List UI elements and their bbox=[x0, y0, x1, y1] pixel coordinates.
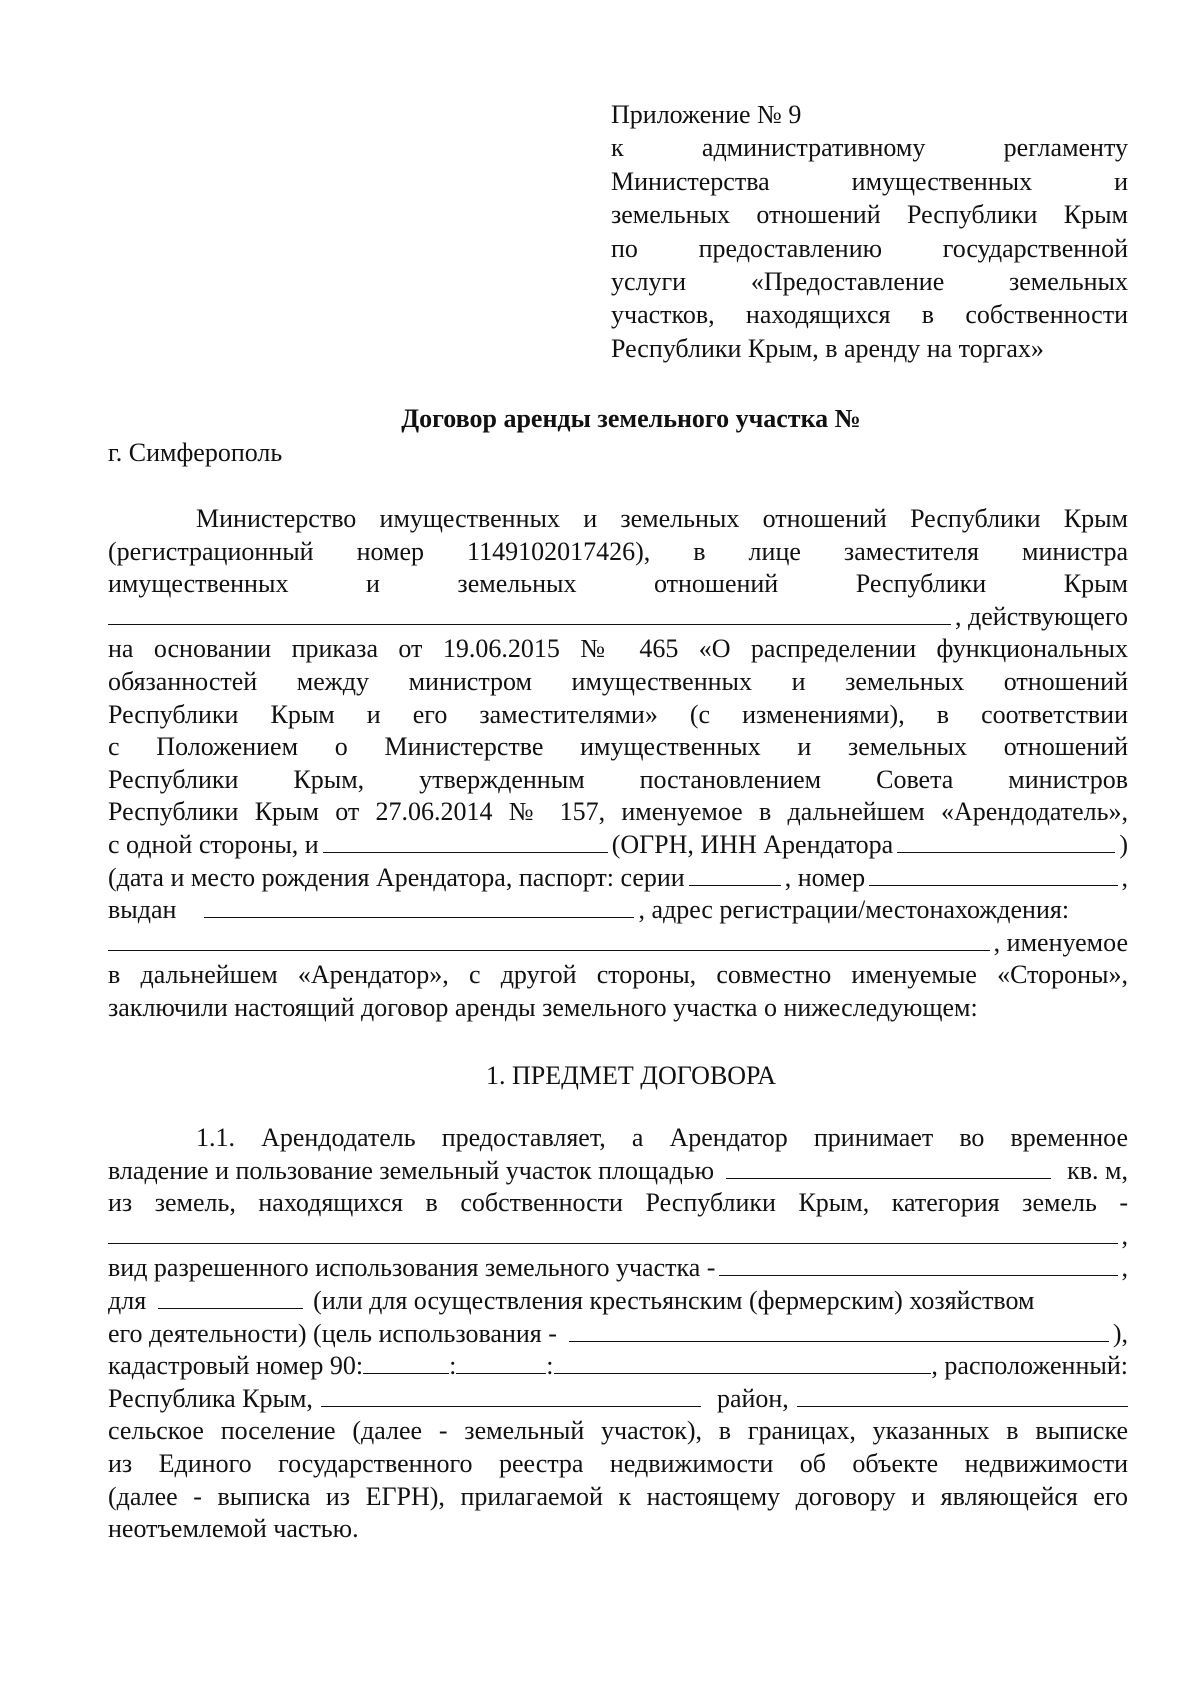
preamble-text: (дата и место рождения Арендатора, паспорт: серии bbox=[108, 862, 685, 892]
preamble-line bbox=[108, 862, 1128, 895]
annex-line-5: по предоставлению государственной bbox=[611, 233, 1128, 263]
clause-line bbox=[108, 1350, 1128, 1383]
blank-field[interactable] bbox=[869, 863, 1117, 886]
preamble-line: Министерство имущественных и земельных отношений Республики Крым bbox=[196, 504, 1128, 533]
preamble-text: , номер bbox=[784, 862, 866, 892]
preamble-text: с одной стороны, и bbox=[108, 829, 319, 859]
clause-line: сельское поселение (далее - земельный участок), в границах, указанных в выписке bbox=[108, 1416, 1128, 1446]
preamble-line: Республики Крым от 27.06.2014 № 157, именуемое в дальнейшем «Арендодатель», bbox=[108, 797, 1128, 827]
preamble-text: , действующего bbox=[955, 601, 1128, 631]
annex-line-7: участков, находящихся в собственности bbox=[611, 300, 1128, 330]
blank-field[interactable] bbox=[363, 1351, 449, 1374]
blank-field[interactable] bbox=[321, 1384, 701, 1407]
preamble-text: выдан bbox=[108, 895, 177, 925]
clause-text: владение и пользование земельный участок площадью bbox=[108, 1155, 715, 1185]
preamble-line bbox=[108, 927, 1128, 960]
blank-field[interactable] bbox=[108, 602, 951, 625]
preamble-line: Республики Крым, утвержденным постановлением Совета министров bbox=[108, 764, 1128, 794]
clause-line bbox=[108, 1155, 1128, 1188]
annex-line-8: Республики Крым, в аренду на торгах» bbox=[611, 333, 1044, 363]
section-heading: 1. ПРЕДМЕТ ДОГОВОРА bbox=[486, 1061, 776, 1090]
clause-text: (или для осуществления крестьянским (фермерским) хозяйством bbox=[313, 1285, 1035, 1315]
clause-text: : bbox=[546, 1351, 554, 1381]
blank-field[interactable] bbox=[456, 1351, 546, 1374]
blank-field[interactable] bbox=[726, 1156, 1051, 1179]
clause-text: , bbox=[1121, 1220, 1128, 1250]
clause-text: ), bbox=[1112, 1318, 1128, 1348]
clause-line: 1.1. Арендодатель предоставляет, а Арендатор принимает во временное bbox=[196, 1123, 1128, 1152]
clause-text: кв. м, bbox=[1067, 1155, 1128, 1185]
preamble-line: Республики Крым и его заместителями» (с изменениями), в соответствии bbox=[108, 699, 1128, 729]
clause-line: (далее - выписка из ЕГРН), прилагаемой к настоящему договору и являющейся его bbox=[108, 1481, 1128, 1511]
preamble-line: на основании приказа от 19.06.2015 № 465 «О распределении функциональных bbox=[108, 634, 1128, 664]
document-title: Договор аренды земельного участка № bbox=[401, 404, 861, 433]
preamble-line: в дальнейшем «Арендатор», с другой стороны, совместно именуемые «Стороны», bbox=[108, 960, 1128, 990]
preamble-line bbox=[108, 894, 1128, 927]
preamble-line: имущественных и земельных отношений Республики Крым bbox=[108, 569, 1128, 599]
blank-field[interactable] bbox=[689, 863, 781, 886]
annex-line-3: Министерства имущественных и bbox=[611, 166, 1128, 196]
preamble-text: ) bbox=[1119, 829, 1128, 859]
blank-field[interactable] bbox=[204, 895, 634, 918]
blank-field[interactable] bbox=[569, 1319, 1109, 1342]
clause-line bbox=[108, 1220, 1128, 1253]
preamble-line bbox=[108, 829, 1128, 862]
clause-line: из Единого государственного реестра недвижимости об объекте недвижимости bbox=[108, 1448, 1128, 1478]
clause-text: его деятельности) (цель использования - bbox=[108, 1318, 557, 1348]
annex-line-1: Приложение № 9 bbox=[611, 100, 802, 129]
clause-line bbox=[108, 1383, 1128, 1416]
city-line: г. Симферополь bbox=[108, 438, 283, 467]
annex-header bbox=[611, 98, 1128, 365]
clause-line: из земель, находящихся в собственности Республики Крым, категория земель - bbox=[108, 1188, 1128, 1218]
clause-text: для bbox=[108, 1285, 147, 1315]
section-1-body bbox=[108, 1122, 1128, 1546]
blank-field[interactable] bbox=[719, 1253, 1117, 1276]
annex-line-2: к административному регламенту bbox=[611, 133, 1128, 163]
clause-text: Республика Крым, bbox=[108, 1383, 313, 1413]
blank-field[interactable] bbox=[797, 1384, 1128, 1407]
blank-field[interactable] bbox=[897, 830, 1115, 853]
preamble-line bbox=[108, 601, 1128, 634]
preamble-line: заключили настоящий договор аренды земельного участка о нижеследующем: bbox=[108, 992, 978, 1022]
clause-text: : bbox=[449, 1351, 457, 1381]
blank-field[interactable] bbox=[554, 1351, 932, 1374]
preamble-line: с Положением о Министерстве имущественных и земельных отношений bbox=[108, 732, 1128, 762]
clause-text: , bbox=[1121, 1253, 1128, 1283]
blank-field[interactable] bbox=[108, 1221, 1118, 1244]
clause-line bbox=[108, 1285, 1128, 1318]
annex-line-6: услуги «Предоставление земельных bbox=[611, 267, 1128, 297]
clause-line bbox=[108, 1252, 1128, 1285]
preamble-line: (регистрационный номер 1149102017426), в лице заместителя министра bbox=[108, 536, 1128, 566]
clause-text: район, bbox=[716, 1383, 789, 1413]
clause-line bbox=[108, 1318, 1128, 1351]
clause-line: неотъемлемой частью. bbox=[108, 1514, 359, 1544]
preamble-line: обязанностей между министром имущественных и земельных отношений bbox=[108, 666, 1128, 696]
blank-field[interactable] bbox=[108, 928, 990, 951]
clause-text: кадастровый номер 90: bbox=[108, 1351, 364, 1381]
annex-line-4: земельных отношений Республики Крым bbox=[611, 200, 1128, 230]
preamble-text: , адрес регистрации/местонахождения: bbox=[638, 895, 1070, 925]
blank-field[interactable] bbox=[323, 830, 608, 853]
clause-text: , расположенный: bbox=[931, 1351, 1128, 1381]
preamble-text: , bbox=[1121, 862, 1128, 892]
preamble-text: , именуемое bbox=[993, 927, 1128, 957]
preamble-text: (ОГРН, ИНН Арендатора bbox=[611, 829, 894, 859]
preamble bbox=[108, 503, 1128, 1025]
clause-text: вид разрешенного использования земельного участка - bbox=[108, 1253, 716, 1283]
blank-field[interactable] bbox=[158, 1286, 303, 1309]
